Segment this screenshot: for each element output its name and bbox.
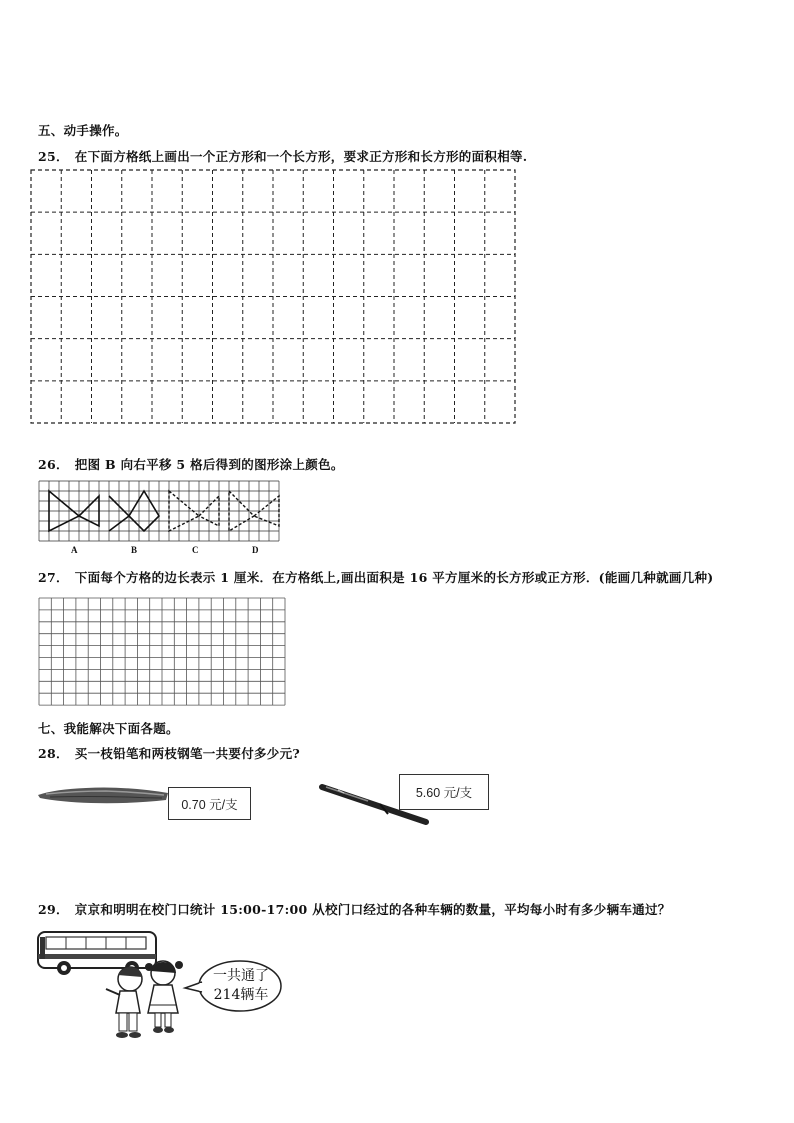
pencil-icon (36, 782, 171, 808)
pencil-price: 0.70 元/支 (181, 797, 238, 812)
shape-grid-figure[interactable] (38, 480, 283, 542)
question-text: 把图 B 向右平移 5 格后得到的图形涂上颜色。 (74, 457, 344, 472)
bubble-line-2: 214辆车 (213, 987, 269, 1003)
question-text: 买一枝铅笔和两枝钢笔一共要付多少元? (74, 746, 301, 761)
speech-bubble-text (196, 967, 286, 1005)
section-heading-5 (38, 121, 128, 139)
question-number: 27． (38, 570, 69, 585)
question-number: 25． (38, 149, 69, 164)
bubble-line-1: 一共通了 (213, 968, 269, 984)
question-text: 京京和明明在校门口统计 15:00-17:00 从校门口经过的各种车辆的数量，平均每小时有多少辆车通过？ (74, 902, 671, 917)
question-number: 28． (38, 746, 69, 761)
question-text: 下面每个方格的边长表示 1 厘米．在方格纸上,画出面积是 16 平方厘米的长方形或正方形．(能画几种就画几种) (74, 570, 714, 585)
section-heading-7 (38, 719, 179, 737)
figure-label-a: A (71, 545, 78, 555)
figure-label-c: C (192, 545, 199, 555)
dashed-grid-paper[interactable] (29, 168, 517, 425)
question-28 (38, 744, 300, 762)
question-29 (38, 900, 671, 918)
figure-label-d: D (252, 545, 259, 555)
pen-price-tag (399, 774, 489, 810)
square-grid-paper[interactable] (38, 597, 288, 707)
question-number: 26． (38, 457, 69, 472)
question-25 (38, 147, 527, 165)
section-7-title: 七、我能解决下面各题。 (38, 721, 179, 736)
question-number: 29． (38, 902, 69, 917)
pen-price: 5.60 元/支 (415, 786, 473, 800)
children-illustration (100, 955, 195, 1041)
question-26 (38, 455, 344, 473)
pencil-price-tag (168, 787, 251, 820)
question-27 (38, 568, 713, 586)
section-5-title: 五、动手操作。 (38, 123, 128, 138)
figure-label-b: B (131, 545, 138, 555)
question-text: 在下面方格纸上画出一个正方形和一个长方形，要求正方形和长方形的面积相等. (74, 149, 528, 164)
